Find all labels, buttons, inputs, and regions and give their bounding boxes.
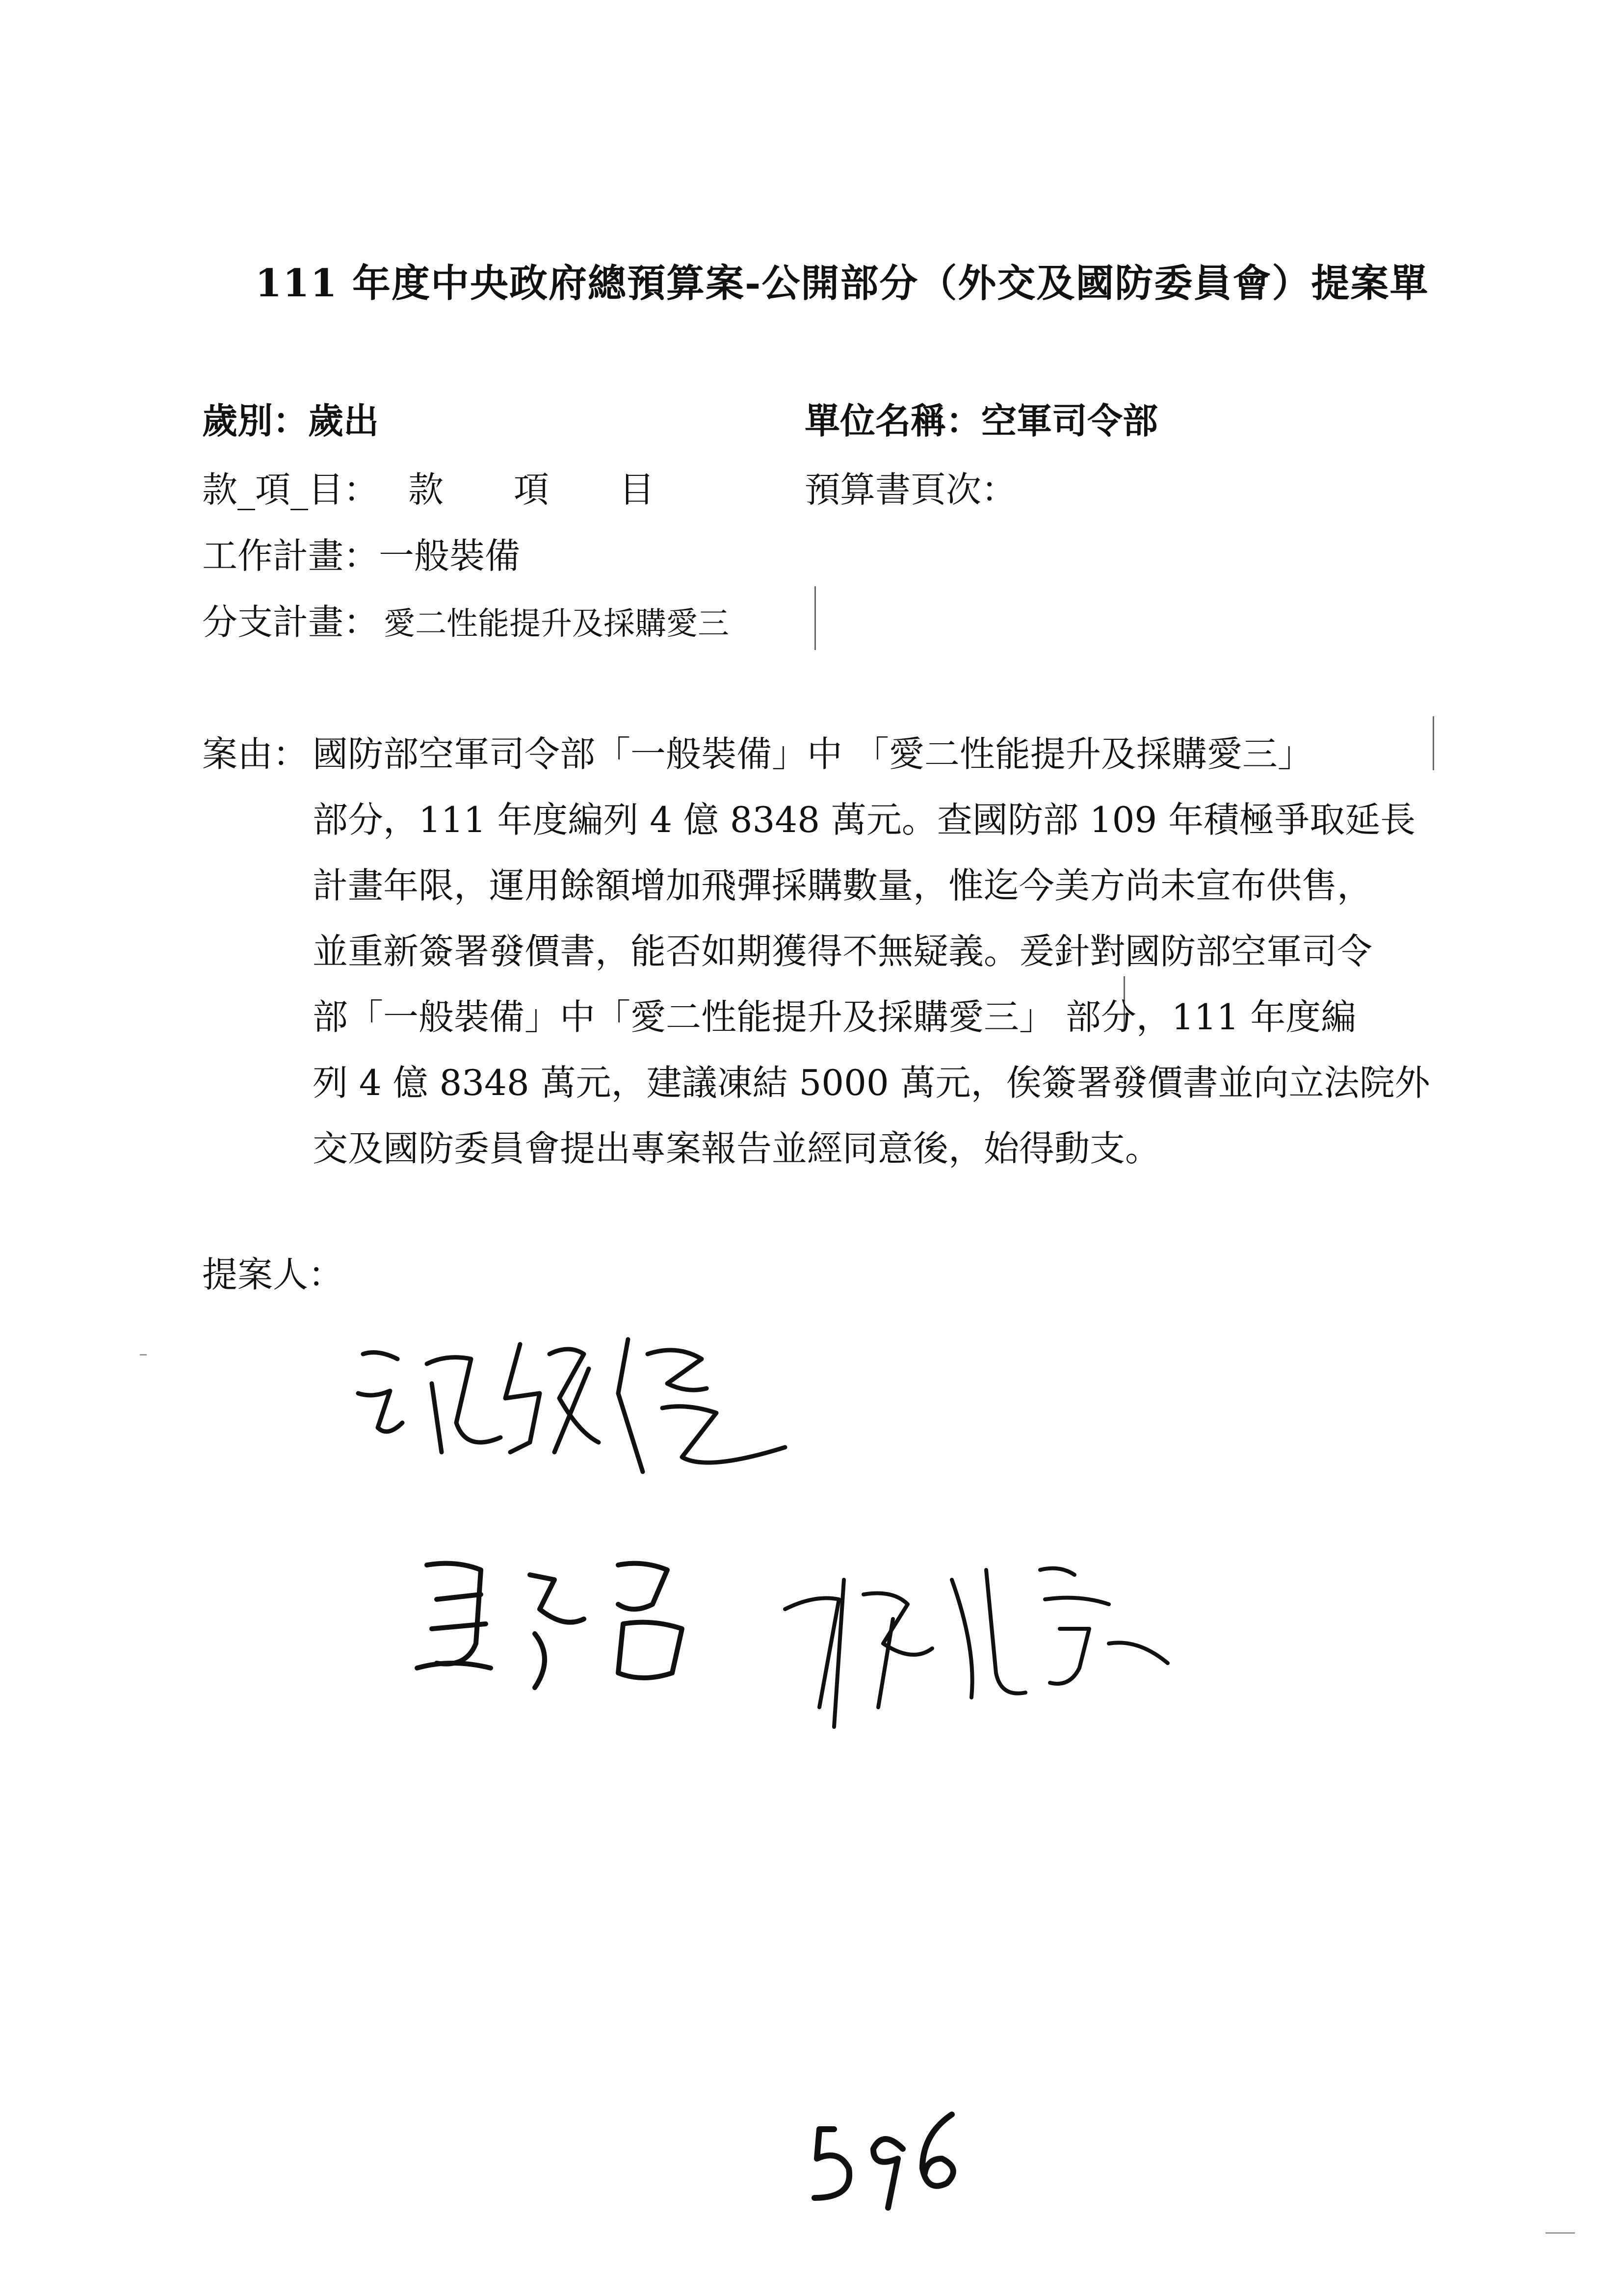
signature-2 [407, 1545, 751, 1702]
scan-mark [140, 1354, 147, 1356]
item-value: 款 項 目 [408, 469, 684, 510]
year-category-label: 歲別： [202, 400, 309, 442]
reason-line: 部分，111 年度編列 4 億 8348 萬元。查國防部 109 年積極爭取延長 [313, 799, 1416, 840]
reason-body [313, 721, 1458, 1181]
unit-name-value: 空軍司令部 [981, 400, 1158, 442]
item-label: 款_項_目： [202, 469, 379, 510]
branch-plan-label: 分支計畫： [202, 601, 379, 643]
unit-name-label: 單位名稱： [805, 400, 982, 442]
branch-plan-field [202, 594, 729, 645]
budget-page-label: 預算書頁次： [805, 469, 1017, 510]
scan-mark [814, 586, 816, 650]
proposer-label: 提案人： [202, 1254, 344, 1295]
year-category-value: 歲出 [308, 400, 379, 442]
reason-line: 部「一般裝備」中「愛二性能提升及採購愛三」 部分，111 年度編 [313, 996, 1357, 1038]
work-plan-value: 一般裝備 [379, 535, 521, 576]
year-category-field [202, 392, 379, 444]
signature-1 [343, 1325, 814, 1501]
reason-line: 國防部空軍司令部「一般裝備」中 「愛二性能提升及採購愛三」 [313, 733, 1313, 775]
reason-line: 計畫年限，運用餘額增加飛彈採購數量，惟迄今美方尚未宣布供售， [313, 865, 1373, 906]
budget-page-field [805, 461, 1017, 512]
work-plan-label: 工作計畫： [202, 535, 379, 576]
reason-line: 交及國防委員會提出專案報告並經同意後，始得動支。 [313, 1128, 1161, 1169]
item-field [202, 461, 684, 512]
unit-name-field [805, 392, 1158, 444]
work-plan-field [202, 527, 520, 578]
branch-plan-value: 愛二性能提升及採購愛三 [384, 606, 730, 642]
reason-line: 並重新簽署發價書，能否如期獲得不無疑義。爰針對國防部空軍司令 [313, 931, 1373, 972]
signature-3 [765, 1550, 1227, 1737]
document-title: 111 年度中央政府總預算案-公開部分（外交及國防委員會）提案單 [255, 261, 1429, 306]
reason-label: 案由： [202, 733, 309, 775]
scan-mark [1545, 2232, 1575, 2234]
page-number [805, 2100, 971, 2215]
reason-line: 列 4 億 8348 萬元，建議凍結 5000 萬元，俟簽署發價書並向立法院外 [313, 1062, 1430, 1103]
